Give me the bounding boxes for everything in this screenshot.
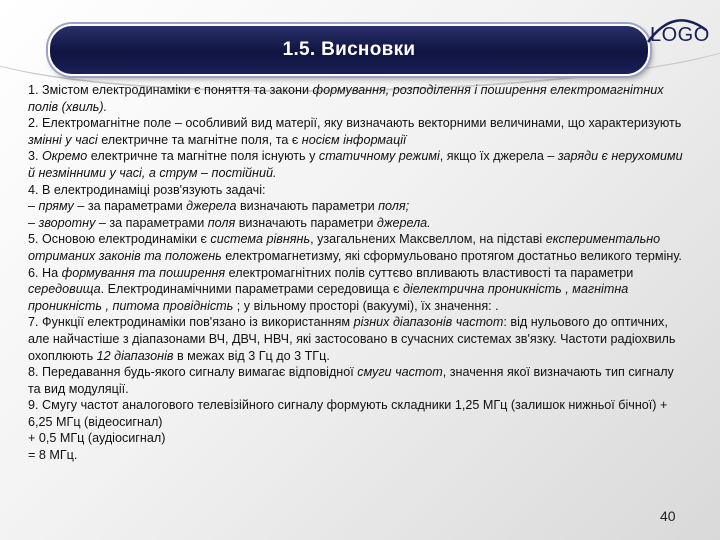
text-segment: , узагальнених Максвеллом, на підставі (310, 232, 546, 247)
italic-text-segment: середовища (28, 282, 101, 297)
text-segment: 8. Передавання будь-якого сигналу вимагає відповідної (28, 365, 358, 380)
text-segment: = 8 МГц. (28, 448, 78, 463)
paragraph (28, 82, 688, 115)
text-segment: , значення якої визначають тип сигналу та вид модуляції. (28, 365, 674, 396)
paragraph (28, 314, 688, 364)
text-segment: ; у вільному просторі (вакуумі), їх значення: . (233, 298, 499, 313)
italic-text-segment: змінні у часі (28, 132, 98, 147)
paragraph (28, 430, 688, 447)
italic-text-segment: зворотну (38, 215, 96, 230)
text-segment: 5. Основою електродинаміки є (28, 232, 211, 247)
italic-text-segment: формування та поширення (61, 265, 226, 280)
text-segment: 6. На (28, 265, 62, 280)
text-segment: електромагнітних полів суттєво впливають властивості та параметри (225, 265, 634, 280)
italic-text-segment: джерела (186, 199, 237, 214)
slide-title: 1.5. Висновки (282, 39, 416, 60)
text-segment: , якщо їх джерела – (439, 149, 558, 164)
paragraph (28, 364, 688, 397)
text-segment: – за параметрами (73, 199, 187, 214)
slide-body (28, 82, 688, 464)
text-segment: електромагнетизму, які сформульовано протягом достатньо великого терміну. (221, 248, 682, 263)
paragraph (28, 115, 688, 148)
italic-text-segment: формування, розподілення і поширення електромагнітних полів (хвиль). (28, 83, 664, 114)
text-segment: визначають параметри (235, 215, 377, 230)
italic-text-segment: поля (207, 215, 236, 230)
text-segment: : від нульового до оптичних, але найчастіше з діапазонами ВЧ, ДВЧ, НВЧ, які застосовано в сучасних системах зв'язку. Частоти радіохвиль охоплюють (28, 315, 676, 363)
italic-text-segment: діелектрична проникність , магнітна проникність , питома провідність (28, 282, 629, 313)
text-segment: 9. Смугу частот аналогового телевізійного сигналу формують складники 1,25 МГц (залишок нижньої бічної) + 6,25 МГц (відеосигнал) (28, 398, 668, 429)
text-segment: . Електродинамічними параметрами середовища є (100, 282, 403, 297)
italic-text-segment: 12 діапазонів (96, 348, 174, 363)
text-segment: 3. (28, 149, 43, 164)
text-segment: 4. В електродинаміці розв'язують задачі: (28, 182, 266, 197)
italic-text-segment: носієм інформації (301, 132, 406, 147)
logo (644, 12, 712, 52)
title-banner (48, 24, 650, 76)
italic-text-segment: смуги частот (357, 365, 443, 380)
italic-text-segment: система рівнянь (210, 232, 311, 247)
paragraph (28, 198, 688, 215)
paragraph (28, 148, 688, 181)
italic-text-segment: джерела. (376, 215, 431, 230)
text-segment: електричне та магнітне поля, та є (97, 132, 302, 147)
text-segment: – (28, 215, 39, 230)
text-segment: – за параметрами (95, 215, 208, 230)
italic-text-segment: заряди є нерухомими й незмінними у часі, а струм – постійний. (28, 149, 683, 180)
paragraph (28, 265, 688, 315)
text-segment: – (28, 199, 39, 214)
text-segment: + 0,5 МГц (аудіосигнал) (28, 431, 166, 446)
paragraph (28, 397, 688, 430)
italic-text-segment: Окремо (42, 149, 88, 164)
text-segment: в межах від 3 Гц до 3 ТГц. (173, 348, 330, 363)
page-number: 40 (660, 508, 676, 524)
italic-text-segment: пряму (38, 199, 74, 214)
text-segment: 1. Змістом електродинаміки є поняття та закони (28, 83, 313, 97)
text-segment: 7. Функції електродинаміки пов'язано із використанням (28, 315, 354, 330)
paragraph (28, 231, 688, 264)
text-segment: визначають параметри (236, 199, 379, 214)
paragraph (28, 182, 688, 199)
italic-text-segment: статичному режимі (318, 149, 440, 164)
paragraph (28, 215, 688, 232)
paragraph (28, 447, 688, 464)
italic-text-segment: різних діапазонів частот (353, 315, 504, 330)
italic-text-segment: експериментально отриманих законів та положень (28, 232, 661, 263)
text-segment: 2. Електромагнітне поле – особливий вид матерії, яку визначають векторними величинами, що характеризують (28, 116, 682, 131)
italic-text-segment: поля; (378, 199, 410, 214)
logo-text: LOGO (650, 24, 710, 46)
text-segment: електричне та магнітне поля існують у (87, 149, 319, 164)
